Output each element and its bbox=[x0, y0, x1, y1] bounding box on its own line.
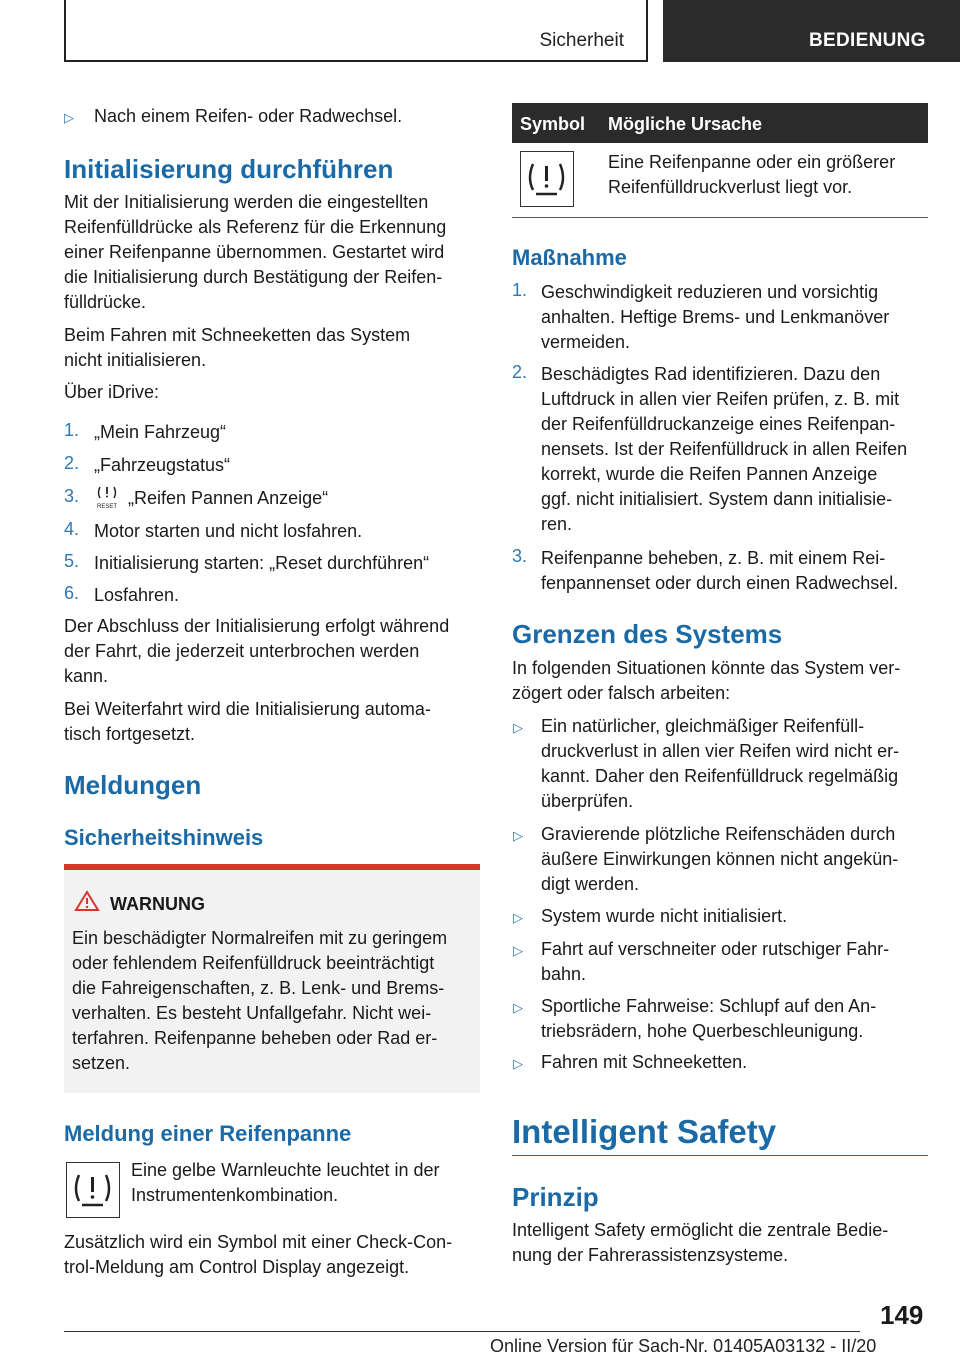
bullet-triangle-icon: ▷ bbox=[64, 110, 74, 125]
meldungen-heading: Meldungen bbox=[64, 770, 202, 800]
step-number: 5. bbox=[64, 551, 80, 571]
table-header-symbol: Symbol bbox=[520, 114, 586, 134]
warning-text: Ein beschädigter Normalreifen mit zu geringem oder fehlendem Reifenfülldruck beeinträchtigt die Fahreigenschaften, z. B. Lenk- und Brems- verhalten. Es besteht Unfallgefahr. Nicht wei- terfahren. Reifenpanne beheben oder Rad er- setzen. bbox=[72, 928, 448, 1073]
table-divider bbox=[512, 217, 928, 218]
grenzen-item: Fahrt auf verschneiter oder rutschiger Fahr- bahn. bbox=[541, 939, 890, 984]
init-paragraph-2: Beim Fahren mit Schneeketten das System nicht initialisieren. bbox=[64, 325, 411, 370]
step-text: „Reifen Pannen Anzeige“ bbox=[128, 488, 329, 508]
step-text: Motor starten und nicht losfahren. bbox=[94, 521, 363, 541]
table-header-cause: Mögliche Ursache bbox=[608, 114, 763, 134]
safety-heading: Sicherheitshinweis bbox=[64, 825, 264, 850]
table-header bbox=[512, 103, 928, 143]
prinzip-text: Intelligent Safety ermöglicht die zentrale Bedie- nung der Fahrerassistenzsysteme. bbox=[512, 1220, 889, 1265]
massnahme-number: 1. bbox=[512, 280, 528, 300]
step-text: Initialisierung starten: „Reset durchführen“ bbox=[94, 553, 430, 573]
tire-reset-icon bbox=[94, 484, 120, 510]
grenzen-item: System wurde nicht initialisiert. bbox=[541, 906, 788, 926]
grenzen-heading: Grenzen des Systems bbox=[512, 619, 783, 649]
grenzen-intro: In folgenden Situationen könnte das System ver- zögert oder falsch arbeiten: bbox=[512, 658, 901, 703]
step-number: 3. bbox=[64, 486, 80, 506]
massnahme-heading: Maßnahme bbox=[512, 245, 627, 270]
header-section-title: Sicherheit bbox=[539, 30, 624, 51]
intelligent-safety-heading: Intelligent Safety bbox=[512, 1113, 777, 1150]
step-number: 6. bbox=[64, 583, 80, 603]
massnahme-number: 3. bbox=[512, 546, 528, 566]
tire-warning-icon bbox=[66, 1162, 120, 1218]
massnahme-item: Beschädigtes Rad identifizieren. Dazu den Luftdruck in allen vier Reifen prüfen, z. B. mit der Reifenfülldruckanzeige eines Reifenpan- nensets. Ist der Reifenfülldruck in allen Reifen korrekt, wurde die Reifen Pannen Anzeige ggf. nicht initialisiert. System dann initialisie- ren. bbox=[541, 364, 908, 534]
svg-text:RESET: RESET bbox=[96, 504, 118, 510]
reifenpanne-heading: Meldung einer Reifenpanne bbox=[64, 1121, 352, 1146]
bullet-triangle-icon: ▷ bbox=[513, 1000, 523, 1015]
bullet-triangle-icon: ▷ bbox=[513, 943, 523, 958]
init-paragraph-3: Über iDrive: bbox=[64, 382, 160, 402]
header-chapter-title: BEDIENUNG bbox=[809, 30, 926, 51]
warning-triangle-icon bbox=[74, 890, 100, 917]
bullet-triangle-icon: ▷ bbox=[513, 828, 523, 843]
table-tire-warning-icon bbox=[520, 151, 574, 207]
step-text: Losfahren. bbox=[94, 585, 180, 605]
grenzen-item: Gravierende plötzliche Reifenschäden durch äußere Einwirkungen können nicht angekün- digt werden. bbox=[541, 824, 899, 894]
bullet-top: Nach einem Reifen- oder Radwechsel. bbox=[94, 106, 403, 126]
step-number: 4. bbox=[64, 519, 80, 539]
init-paragraph-1: Mit der Initialisierung werden die eingestellten Reifenfülldrücke als Referenz für die Erkennung einer Reifenpanne übernommen. Gestartet wird die Initialisierung durch Bestätigung der Reifen- fülldrücke. bbox=[64, 192, 447, 312]
warning-box bbox=[64, 864, 480, 1093]
massnahme-item: Reifenpanne beheben, z. B. mit einem Rei- fenpannenset oder durch einen Radwechsel. bbox=[541, 548, 899, 593]
footer-rule bbox=[64, 1331, 860, 1332]
header-chapter-box bbox=[663, 0, 960, 62]
step-number: 1. bbox=[64, 420, 80, 440]
warning-title: WARNUNG bbox=[110, 894, 205, 914]
bullet-triangle-icon: ▷ bbox=[513, 720, 523, 735]
heading-underline bbox=[512, 1155, 928, 1156]
grenzen-item: Sportliche Fahrweise: Schlupf auf den An- triebsrädern, hohe Querbeschleunigung. bbox=[541, 996, 877, 1041]
step-text: „Fahrzeugstatus“ bbox=[94, 455, 231, 475]
step-number: 2. bbox=[64, 453, 80, 473]
bullet-triangle-icon: ▷ bbox=[513, 910, 523, 925]
massnahme-item: Geschwindigkeit reduzieren und vorsichtig anhalten. Heftige Brems- und Lenkmanöver vermeiden. bbox=[541, 282, 890, 352]
massnahme-number: 2. bbox=[512, 362, 528, 382]
footer-online-version: Online Version für Sach-Nr. 01405A03132 - II/20 bbox=[490, 1336, 877, 1356]
prinzip-heading: Prinzip bbox=[512, 1182, 599, 1212]
table-cell-cause: Eine Reifenpanne oder ein größerer Reifenfülldruckverlust liegt vor. bbox=[608, 152, 896, 197]
bullet-triangle-icon: ▷ bbox=[513, 1056, 523, 1071]
grenzen-item: Ein natürlicher, gleichmäßiger Reifenfüll- druckverlust in allen vier Reifen wird nicht er- kannt. Daher den Reifenfülldruck regelmäßig überprüfen. bbox=[541, 716, 900, 811]
reifenpanne-text: Eine gelbe Warnleuchte leuchtet in der Instrumentenkombination. bbox=[131, 1160, 440, 1205]
grenzen-item: Fahren mit Schneeketten. bbox=[541, 1052, 748, 1072]
reifenpanne-text-2: Zusätzlich wird ein Symbol mit einer Check-Con- trol-Meldung am Control Display angezeigt. bbox=[64, 1232, 453, 1277]
init-paragraph-4: Der Abschluss der Initialisierung erfolgt während der Fahrt, die jederzeit unterbrochen werden kann. bbox=[64, 616, 450, 686]
init-paragraph-5: Bei Weiterfahrt wird die Initialisierung automa- tisch fortgesetzt. bbox=[64, 699, 431, 744]
init-heading: Initialisierung durchführen bbox=[64, 154, 394, 184]
step-text: „Mein Fahrzeug“ bbox=[94, 422, 227, 442]
header-section-box bbox=[64, 0, 648, 62]
page-number: 149 bbox=[880, 1300, 924, 1330]
